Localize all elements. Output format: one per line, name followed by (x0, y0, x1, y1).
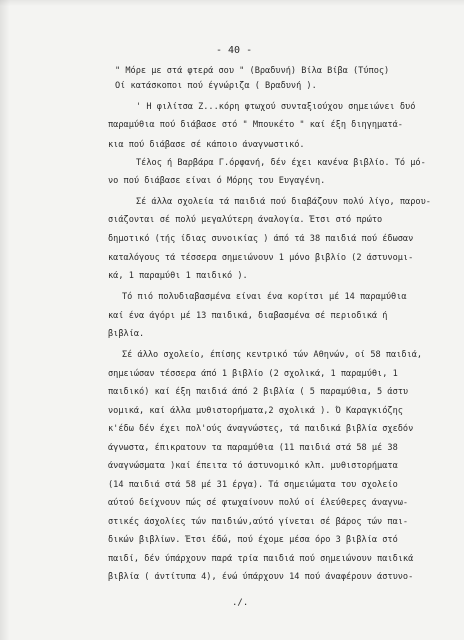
text-line-17: σημειώσαν τέσσερα άπό 1 βιβλίο (2 σχολικά, 1 παραμύθι, 1 (108, 369, 398, 379)
text-line-22: άναγνώσματα )καί έπειτα τό άστυνομικό κλπ. μυθιστορήματα (108, 461, 398, 471)
text-line-9: σιάζονται σέ πολύ μεγαλύτερη άναλογία. Έτσι στό πρώτο (108, 215, 383, 225)
text-line-5: κια πού διάβασε σέ κάποιο άναγνωστικό. (108, 140, 305, 150)
text-line-1: " Μόρε με στά φτερά σου " (Βραδυνή) Βίλα Βίβα (Τύπος) (115, 66, 390, 76)
text-line-26: δικών βιβλίων. Έτσι έδώ, πού έχομε μέσα όρο 3 βιβλία στό (108, 535, 398, 545)
text-line-10: δημοτικό (τής ίδιας συνοικίας ) άπό τά 38 παιδιά πού έδωσαν (108, 234, 414, 244)
text-line-7: νο πού διάβασε είναι ό Μόρης του Ευγαγένη. (108, 176, 326, 186)
text-line-3: ' Η φιλίτσα Ζ...κόρη φτωχού συνταξιούχου σημειώνει δυό (136, 102, 416, 112)
text-line-19: νομικά, καί άλλα μυθιστορήματα,2 σχολικά ). Ό Καραγκιόζης (108, 406, 403, 416)
text-line-28: βιβλία ( άντίτυπα 4), ένώ ύπάρχουν 14 πού άναφέρουν άστυνο- (108, 572, 414, 582)
text-line-24: αύτού δείχνουν πώς σέ φτωχαίνουν πολύ οί έλεύθερες άναγνω- (108, 498, 409, 508)
text-line-16: Σέ άλλο σχολείο, έπίσης κεντρικό τών Αθηνών, οί 58 παιδιά, (122, 350, 423, 360)
text-line-11: καταλόγους τά τέσσερα σημειώνουν 1 μόνο βιβλίο (2 άστυνομι- (108, 253, 414, 263)
text-line-23: (14 παιδιά στά 58 μέ 31 έργα). Τά σημειώματα του σχολείο (108, 480, 398, 490)
text-line-2: Οί κατάσκοποι πού έγνώριζα ( Βραδυνή ). (115, 81, 317, 91)
text-line-14: καί ένα άγόρι μέ 13 παιδικά, διαβασμένα σέ περιοδικά ή (108, 311, 388, 321)
text-line-8: Σέ άλλα σχολεία τά παιδιά πού διαβάζουν πολύ λίγο, παρου- (136, 197, 431, 207)
text-line-27: παιδί, δέν ύπάρχουν παρά τρία παιδιά πού σημειώνουν παιδικά (108, 554, 414, 564)
text-line-12: κά, 1 παραμύθι 1 παιδικό ). (108, 271, 248, 281)
continuation-mark: ./. (232, 598, 249, 608)
text-line-6: Τέλος ή Βαρβάρα Γ.όρφανή, δέν έχει κανένα βιβλίο. Τό μό- (136, 158, 426, 168)
text-line-4: παραμύθια πού διάβασε στό " Μπουκέτο " καί έξη διηγηματά- (108, 120, 403, 130)
text-line-25: στικές άσχολίες τών παιδιών,αύτό γίνεται σέ βάρος τών παι- (108, 517, 409, 527)
text-line-21: άγνωστα, έπικρατουν τα παραμύθια (11 παιδιά στά 58 μέ 38 (108, 443, 398, 453)
text-line-20: κ'έδω δέν έχει πολ'ούς άναγνώστες, τά παιδικά βιβλία σχεδόν (108, 424, 414, 434)
text-line-13: Τό πιό πολυδιαβασμένα είναι ένα κορίτσι μέ 14 παραμύθια (122, 292, 407, 302)
text-line-15: βιβλία. (108, 329, 145, 339)
page-number: - 40 - (216, 45, 253, 56)
text-line-18: παιδικό) καί έξη παιδιά άπό 2 βιβλία ( 5 παραμύθια, 5 άστυ (108, 387, 409, 397)
